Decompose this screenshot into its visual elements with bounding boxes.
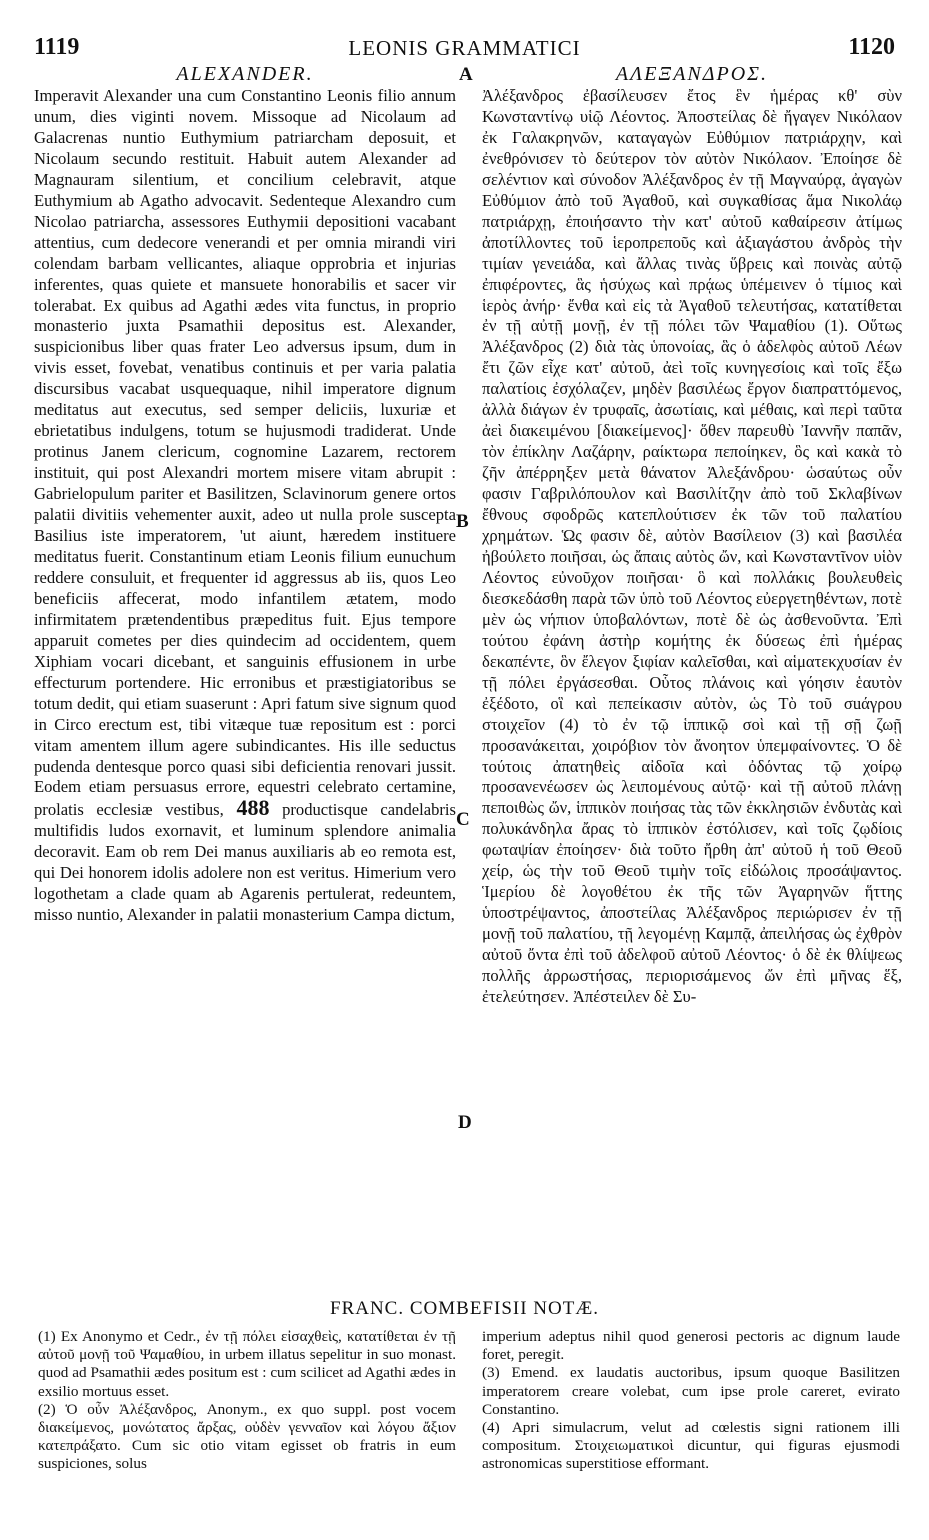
notes-left-column (38, 1328, 456, 1474)
greek-column (482, 62, 902, 1008)
section-letter-d: D (458, 1112, 472, 1133)
latin-text (34, 86, 456, 926)
notes-right-column (482, 1328, 900, 1474)
greek-text: Ἀλέξανδρος ἐβασίλευσεν ἔτος ἓν ἡμέρας κθ' σὺν Κωνσταντίνῳ υἱῷ Λέοντος. Ἀποστείλας δὲ ἤγαγεν Νικόλαον ἐκ Γαλακρηνῶν, καταγαγὼν Εὐθύμιον πατριάρχην, καὶ ἐνεθρόνισεν τὸ δεύτερον τὸν αὐτὸν Νικόλαον. Ἐποίησε δὲ σελέντιον καὶ σύνοδον Ἀλέξανδρος ἐν τῇ Μαγναύρᾳ, ἀγαγὼν Εὐθύμιον ἀπὸ τοῦ Ἀγαθοῦ, καὶ συγκαθίσας ἅμα Νικολάῳ πατριάρχῃ, ἐποιήσαντο τὴν κατ' αὐτοῦ καθαίρεσιν ἀτίμως ἀποτίλλοντες τοῦ ἱεροπρεποῦς καὶ ἀξιαγάστου ἀνδρὸς τὴν τιμίαν γενειάδα, καὶ ἄλλας τινὰς ὕβρεις καὶ ποινὰς αὐτῷ ἐπιφέροντες, ἃς ἡσύχως καὶ πρᾴως ὑπέμεινεν ὁ τίμιος καὶ ἱερὸς ἀνήρ· ἔνθα καὶ εἰς τὰ Ἀγαθοῦ τελευτήσας, κατατίθεται ἐν τῇ αὐτῇ μονῇ, ἐν τῇ πόλει τῶν Ψαμαθίου (1). Οὕτως Ἀλέξανδρος (2) διὰ τὰς ὑπονοίας, ἃς ὁ ἀδελφὸς αὐτοῦ Λέων ἔτι ζῶν εἶχε κατ' αὐτοῦ, ἀεὶ τοῖς κυνηγεσίοις καὶ τοῖς ἔξω παλατίοις ἐσχόλαζεν, μηδὲν βασιλέως ἔργον διαπραττόμενος, ἀλλὰ διάγων ἐν τρυφαῖς, ἀσωτίαις, καὶ μέθαις, καὶ περὶ ταῦτα ἀεὶ διακειμένου [διακείμενος]· ὅθεν παρευθὺ Ἰαννῆν παπᾶν, τὸν ἐπίκλην Λαζάρην, ραίκτωρα πεποίηκεν, ὃς καὶ κακὰ τὸ ζῆν ἀπέρρηξεν μετὰ θάνατον Ἀλεξάνδρου· ὡσαύτως οὖν φασιν Γαβριλόπουλον καὶ Βασιλίτζην ἀπὸ τοῦ Σκλαβίνων ἔθνους σφοδρῶς κατεπλούτισεν ἐκ τῶν τοῦ παλατίου χρημάτων. Ὡς φασιν δὲ, αὐτὸν Βασίλειον (3) καὶ βασιλέα ἠβούλετο ποιῆσαι, ὡς ἄπαις αὐτὸς ὤν, καὶ Κωνσταντῖνον υἱὸν Λέοντος εὐνοῦχον ποιῆσαι· ὃ καὶ πολλάκις βουλευθεὶς διεσκεδάσθη παρὰ τῶν ὑπὸ τοῦ Λέοντος εὐεργετηθέντων, ποτὲ μὲν ὡς νήπιον ὑποβαλόντων, ποτὲ δὲ ὡς ἀσθενοῦντα. Ἐπὶ τούτου ἐφάνη ἀστὴρ κομήτης ἐκ δύσεως ἐπὶ ἡμέρας δεκαπέντε, ὃν ἔλεγον ξιφίαν καλεῖσθαι, καὶ αἱματεκχυσίαν ἐν τῇ πόλει ἐργάσεσθαι. Οὗτος πλάνοις καὶ γόησιν ἑαυτὸν ἐξέδοτο, οἳ καὶ πεπείκασιν αὐτὸν, ὡς Τὸ τοῦ σuάγρου στοιχεῖον (4) τὸ ἐν τῷ ἱππικῷ σοὶ καὶ τῇ σῇ ζωῇ προσανάκειται, χοιρόβιον τὸν ἄνοητον ὑπεμφαίνοντες. Ὁ δὲ τούτοις ἀπατηθεὶς αἰδοῖα καὶ ὀδόντας τῷ χοίρῳ προσανενέωσεν ὡς λειπομένους αὐτῷ· καὶ τῇ αὐτοῦ πλάνῃ πεποιθὼς ὤν, ἱππικὸν ποιήσας τὰς τῶν ἐκκλησιῶν ἐνδυτὰς καὶ πολυκάνδηλα ἄρας τὸ ἱππικὸν ἐστόλισεν, καὶ τοῖς ζῳδίοις φωταψίαν ἐποίησεν· διὰ τοῦτο ἤρθη ἀπ' αὐτοῦ ἡ τοῦ Θεοῦ χείρ, ὡς τὴν τοῦ Θεοῦ τιμὴν τοῖς εἰδώλοις προσάψαντος. Ἱμερίου δὲ λογοθέτου ἐκ τῆς τῶν Ἀγαρηνῶν ἥττης ὑποστρέψαντος, ἀποστείλας Ἀλέξανδρος περιώρισεν ἐν τῇ μονῇ τοῦ παλατίου, τῇ λεγομένῃ Καμπᾷ, ἀπειλήσας ὡς ἐχθρὸν αὐτοῦ ὄντα ἐπὶ τοῦ ἀδελφοῦ αὐτοῦ Λέοντος· ὁ δὲ ἐκ θλίψεως πολλῆς ἀρρωστήσας, περιορισάμενος ὤν ἐπὶ μῆνας ἕξ, ἐτελεύτησεν. Ἀπέστειλεν δὲ Συ- (482, 86, 902, 1006)
latin-column-title: ALEXANDER. (176, 63, 314, 85)
running-title: LEONIS GRAMMATICI (348, 36, 581, 60)
page-number-right: 1120 (848, 34, 895, 60)
page-mark: 488 (236, 795, 270, 821)
section-letter-a: A (459, 64, 473, 85)
footnote: (4) Apri simulacrum, velut ad cœlestis signi rationem illi compositum. Στοιχειωματικοὶ dicuntur, qui figuras ejusmodi astronomicas superstitiose efformant. (482, 1419, 900, 1473)
page-number-left: 1119 (34, 34, 80, 60)
footnote: (2) Ὁ οὖν Ἀλέξανδρος, Anonym., ex quo suppl. post vocem διακείμενος, μονώτατος ἄρξας, οὐδὲν γενναῖον καὶ λόγου ἄξιον κατεπράξατο. Cum sic otio vitam egisset ob fratris in eum suspiciones, solus (38, 1400, 456, 1473)
footnote: (1) Ex Anonymo et Cedr., ἐν τῇ πόλει εἰσαχθεὶς, κατατίθεται ἐν τῇ αὐτοῦ μονῇ τοῦ Ψαμαθίου, in urbem illatus sepelitur in suo monast. quod ad Psamathii ædes positum est : cum scilicet ad Agathi ædes in exsilio mortuus esset. (38, 1328, 456, 1400)
section-letter-c: C (456, 809, 470, 830)
latin-text-continued: productisque candelabris multifidis ludos exornavit, et luminum splendore animalia decoravit. Eam ob rem Dei manus auxiliaris ab eo remota est, qui Dei honorem idolis adolere non est veritus. Himerium vero logothetam a clade quam ab Agarenis pertulerat, redeuntem, misso nuntio, Alexander in palatii monasterium Campa dictum, (34, 800, 456, 925)
latin-text-main: Imperavit Alexander una cum Constantino Leonis filio annum unum, dies viginti novem. Missoque ad Nicolaum ad Galacrenas nuntio Euthymium patriarcham deposuit, et Nicolaum secundo restituit. Habuit autem Alexander ad Magnauram silentium, et concilium celebravit, atque Euthymium ab Agatho advocavit. Sedenteque Alexandro cum Nicolao patriarcha, assessores Euthymii depositioni vacabant attentius, cum dedecore venerandi et per omnia mirandi viri colendam barbam vellicantes, aliaque opprobria et injurias inferentes, quas quiete et mansuete honorabilis et sacer vir tolerabat. Ex quibus ad Agathi ædes vita functus, in proprio monasterio juxta Psamathii depositus est. Alexander, suspicionibus liber quas frater Leo adversus ipsum, dum in vivis esset, fovebat, venatibus continuis et per varia palatia discursibus vacabat usquequaque, nihil imperatore dignum meditatus aut executus, sed semper deliciis, luxuriæ et ebrietatibus indulgens, totum se hujusmodi tradiderat. Unde protinus Janem clericum, cognomine Lazarem, rectorem instituit, qui post Alexandri mortem misere vitam abrupit : Gabrielopulum pariter et Basilitzen, Sclavinorum genere ortos palatii divitiis vehementer auxit, adeo ut nulla prole suscepta Basilius iste imperatorem, 'ut aiunt, hæredem instituere meditatus fuerit. Constantinum etiam Leonis filium eunuchum reddere consuluit, et frequenter id aggressus ab iis, quos Leo beneficiis affecerat, modo infantilem ætatem, modo infirmitatem prætendentibus præpeditus fuit. Ejus tempore apparuit cometes per dies quindecim ad occidentem, quem Xiphiam vocari dicebant, et sanguinis effusionem in urbe effecturum portendere. Hic erronibus et præstigiatoribus se totum dedit, qui etiam suaserunt : Apri fatum sive signum quod in Circo erectum est, tibi vitæque tuæ repositum est : porci vitam amentem illum agere subindicantes. His ille seductus pudenda dentesque porco quasi sibi deficientia renovari jussit. Eodem etiam persuasus errore, equestri celebrato certamine, prolatis ecclesiæ vestibus, (34, 86, 456, 820)
footnote: imperium adeptus nihil quod generosi pectoris ac dignum laude foret, peregit. (482, 1328, 900, 1364)
footnote: (3) Emend. ex laudatis auctoribus, ipsum quoque Basilitzen imperatorem creare volebat, cum ipse prole careret, evirato Constantino. (482, 1364, 900, 1418)
page-header (34, 34, 895, 60)
notes-heading: FRANC. COMBEFISII NOTÆ. (330, 1298, 599, 1319)
latin-column (34, 62, 456, 926)
greek-column-title: ΑΛΕΞΑΝΔΡΟΣ. (615, 63, 769, 85)
section-letter-b: B (456, 511, 469, 532)
